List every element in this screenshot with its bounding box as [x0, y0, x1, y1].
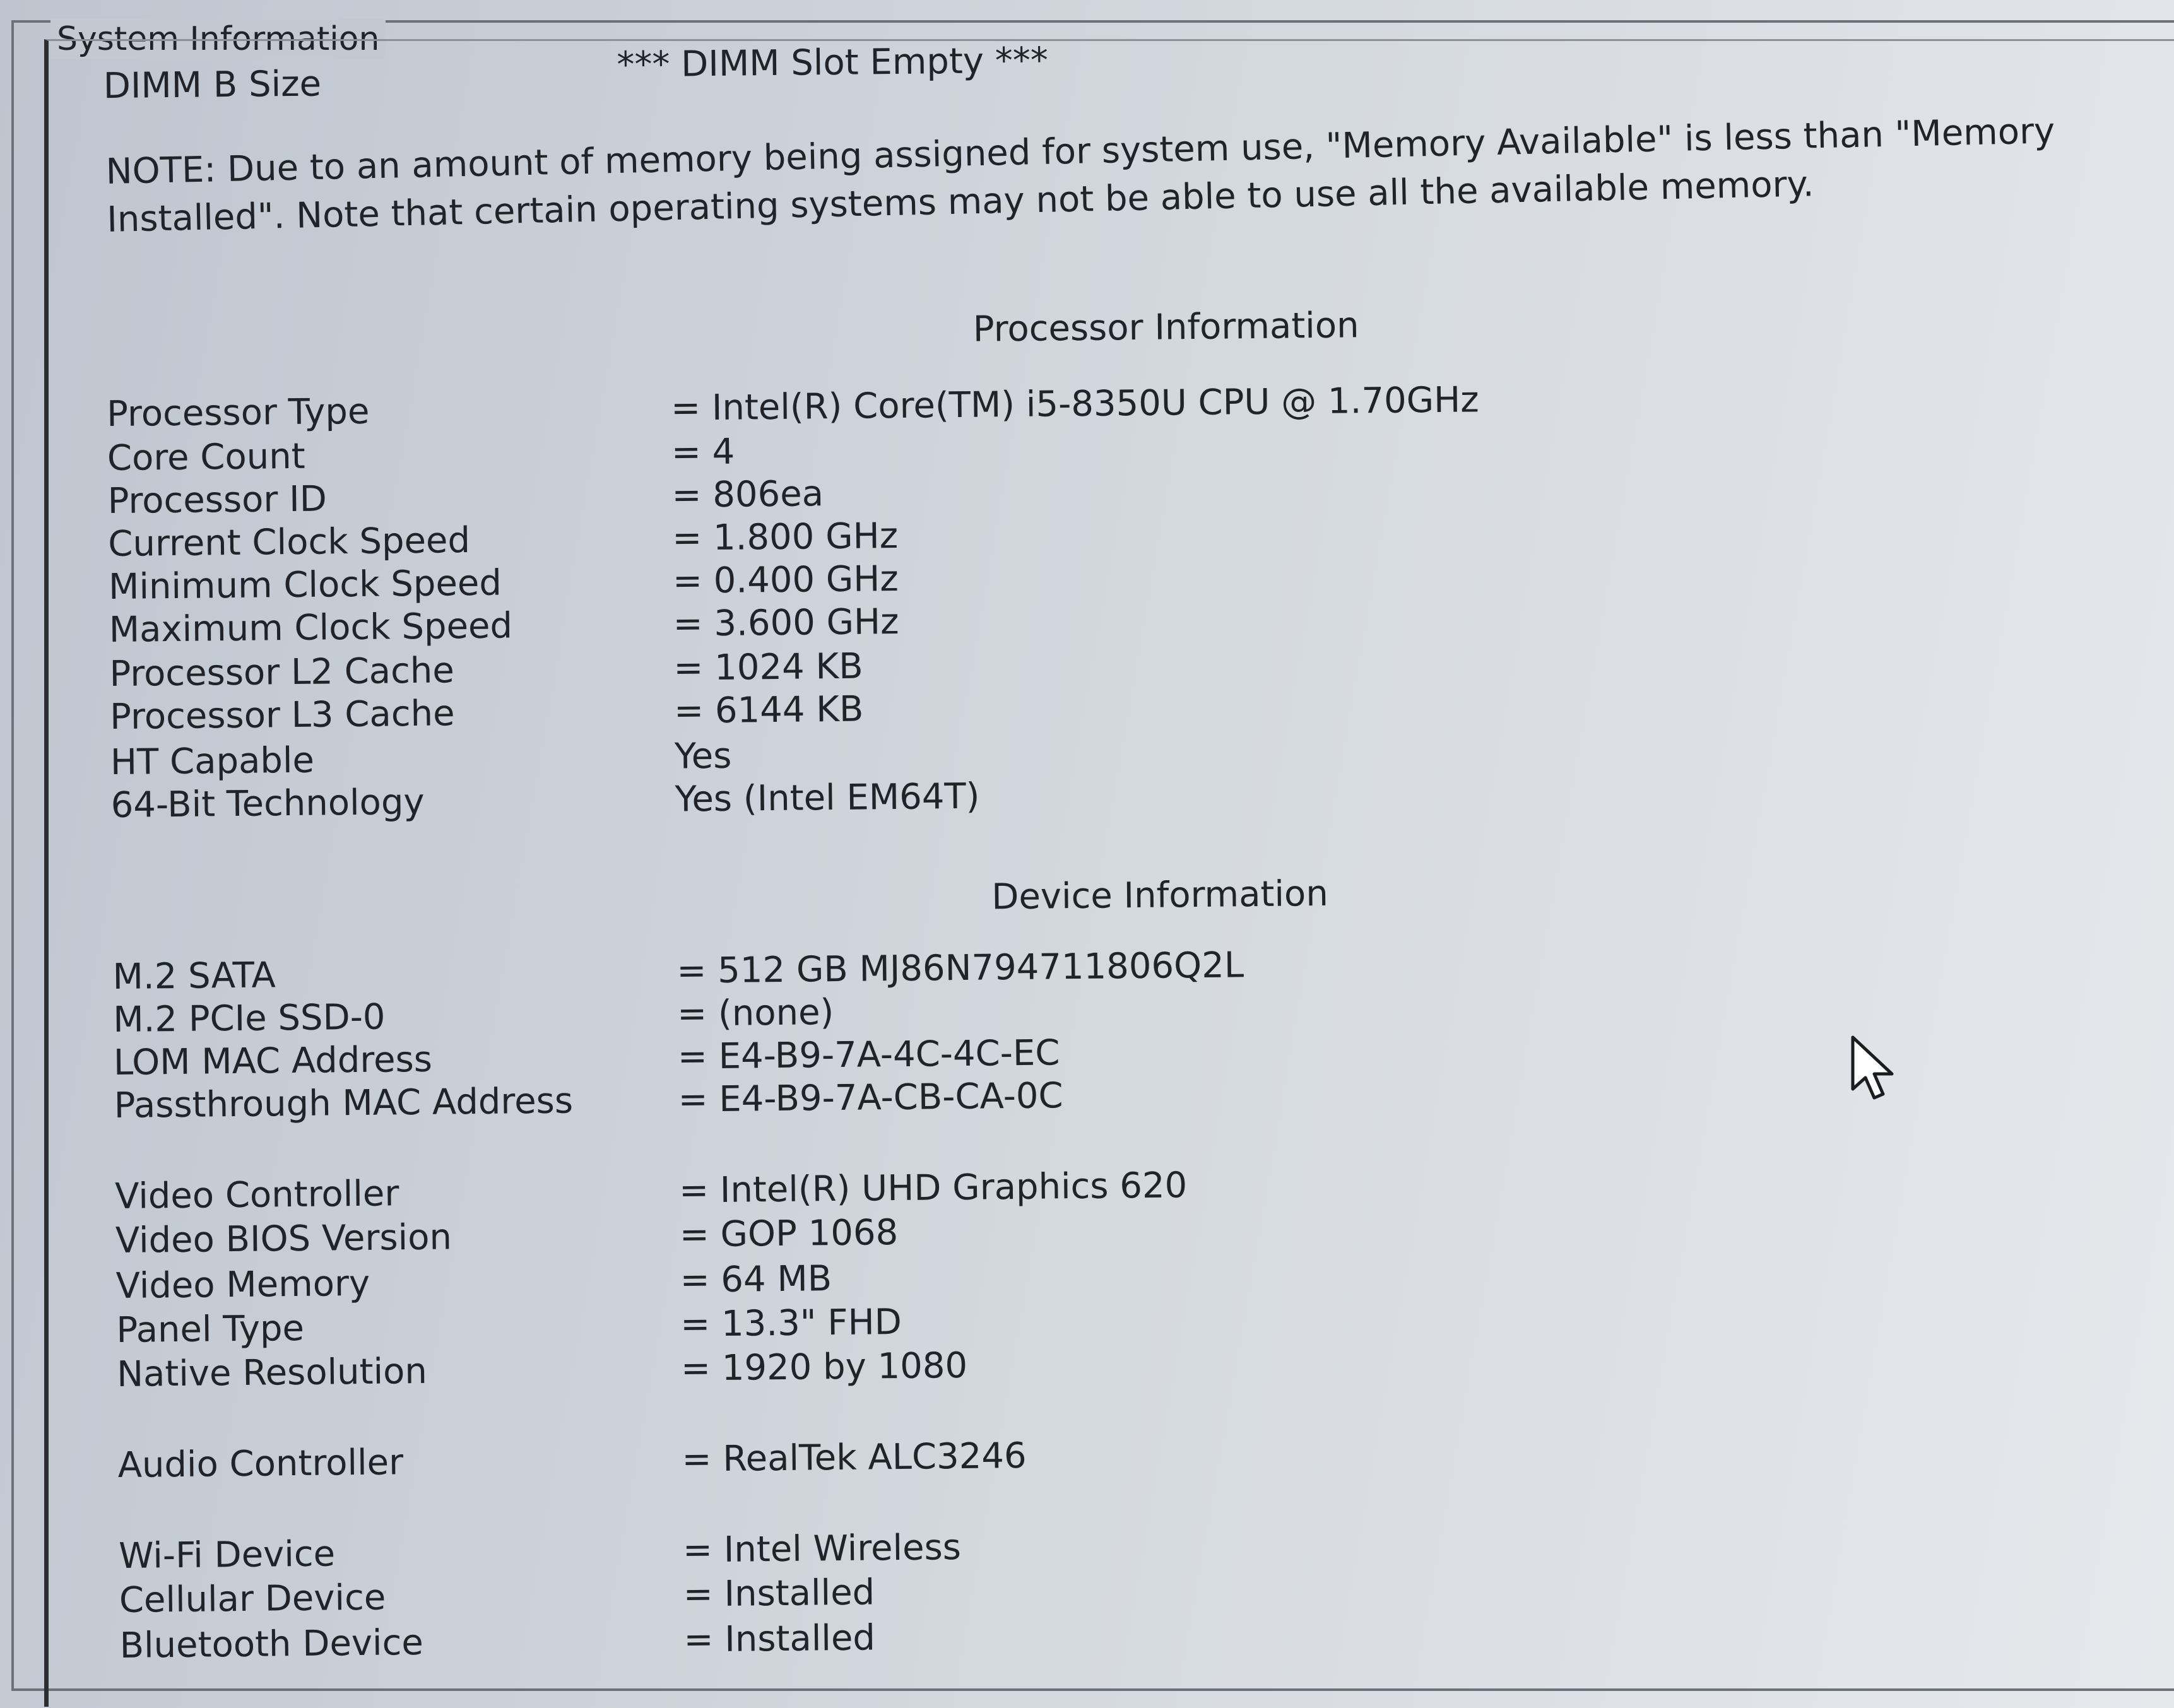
device-information-title: Device Information: [991, 873, 1329, 918]
minimum-clock-speed-value: = 0.400 GHz: [672, 558, 899, 602]
cellular-device-value: = Installed: [683, 1572, 875, 1615]
processor-l2-cache-label: Processor L2 Cache: [109, 650, 455, 695]
mouse-pointer-icon: [1849, 1035, 1906, 1104]
panel-type-value: = 13.3" FHD: [680, 1301, 902, 1345]
cellular-device-label: Cellular Device: [119, 1577, 386, 1621]
m2-sata-value: = 512 GB MJ86N794711806Q2L: [676, 945, 1244, 992]
m2-pcie-ssd-label: M.2 PCIe SSD-0: [112, 996, 386, 1041]
current-clock-speed-label: Current Clock Speed: [108, 520, 471, 565]
native-resolution-value: = 1920 by 1080: [680, 1345, 968, 1389]
memory-note: NOTE: Due to an amount of memory being assigned for system use, "Memory Available" is less than "Memory Installed". Note that certain operating systems may not be able to use all the available memory.: [105, 110, 2055, 240]
processor-l3-cache-value: = 6144 KB: [673, 688, 864, 732]
video-controller-value: = Intel(R) UHD Graphics 620: [678, 1165, 1188, 1211]
video-controller-label: Video Controller: [114, 1173, 399, 1217]
maximum-clock-speed-label: Maximum Clock Speed: [109, 605, 513, 651]
wifi-device-value: = Intel Wireless: [682, 1526, 962, 1571]
video-memory-label: Video Memory: [115, 1263, 370, 1307]
native-resolution-label: Native Resolution: [116, 1350, 428, 1395]
processor-id-label: Processor ID: [107, 478, 328, 522]
minimum-clock-speed-label: Minimum Clock Speed: [108, 562, 502, 608]
m2-pcie-ssd-value: = (none): [676, 992, 834, 1035]
processor-type-value: = Intel(R) Core(TM) i5-8350U CPU @ 1.70GHz: [670, 379, 1479, 429]
video-memory-value: = 64 MB: [680, 1258, 832, 1301]
passthrough-mac-address-label: Passthrough MAC Address: [114, 1080, 574, 1127]
dimm-b-size-label: DIMM B Size: [103, 63, 322, 107]
lom-mac-address-label: LOM MAC Address: [113, 1039, 433, 1084]
processor-id-value: = 806ea: [671, 473, 824, 516]
video-bios-version-label: Video BIOS Version: [115, 1216, 452, 1261]
ht-capable-value: Yes: [674, 735, 732, 777]
ht-capable-label: HT Capable: [110, 739, 315, 784]
current-clock-speed-value: = 1.800 GHz: [671, 515, 899, 559]
panel-type-label: Panel Type: [116, 1307, 305, 1351]
core-count-label: Core Count: [107, 435, 305, 480]
audio-controller-value: = RealTek ALC3246: [682, 1435, 1027, 1480]
core-count-value: = 4: [671, 431, 735, 473]
processor-l2-cache-value: = 1024 KB: [673, 645, 863, 689]
group-title: System Information: [50, 19, 386, 59]
audio-controller-label: Audio Controller: [117, 1442, 404, 1486]
bluetooth-device-value: = Installed: [683, 1617, 876, 1661]
passthrough-mac-address-value: = E4-B9-7A-CB-CA-0C: [678, 1075, 1063, 1121]
m2-sata-label: M.2 SATA: [112, 955, 276, 998]
lom-mac-address-value: = E4-B9-7A-4C-4C-EC: [677, 1032, 1060, 1078]
processor-information-title: Processor Information: [972, 305, 1359, 350]
maximum-clock-speed-value: = 3.600 GHz: [673, 601, 899, 645]
wifi-device-label: Wi-Fi Device: [118, 1533, 336, 1577]
bluetooth-device-label: Bluetooth Device: [119, 1622, 424, 1666]
video-bios-version-value: = GOP 1068: [679, 1212, 899, 1256]
processor-l3-cache-label: Processor L3 Cache: [109, 693, 455, 738]
system-information-panel[interactable]: [44, 39, 2174, 1707]
processor-type-label: Processor Type: [106, 391, 370, 435]
64-bit-technology-value: Yes (Intel EM64T): [675, 775, 980, 820]
64-bit-technology-label: 64-Bit Technology: [110, 781, 425, 827]
dimm-b-size-value: *** DIMM Slot Empty ***: [617, 40, 1049, 86]
